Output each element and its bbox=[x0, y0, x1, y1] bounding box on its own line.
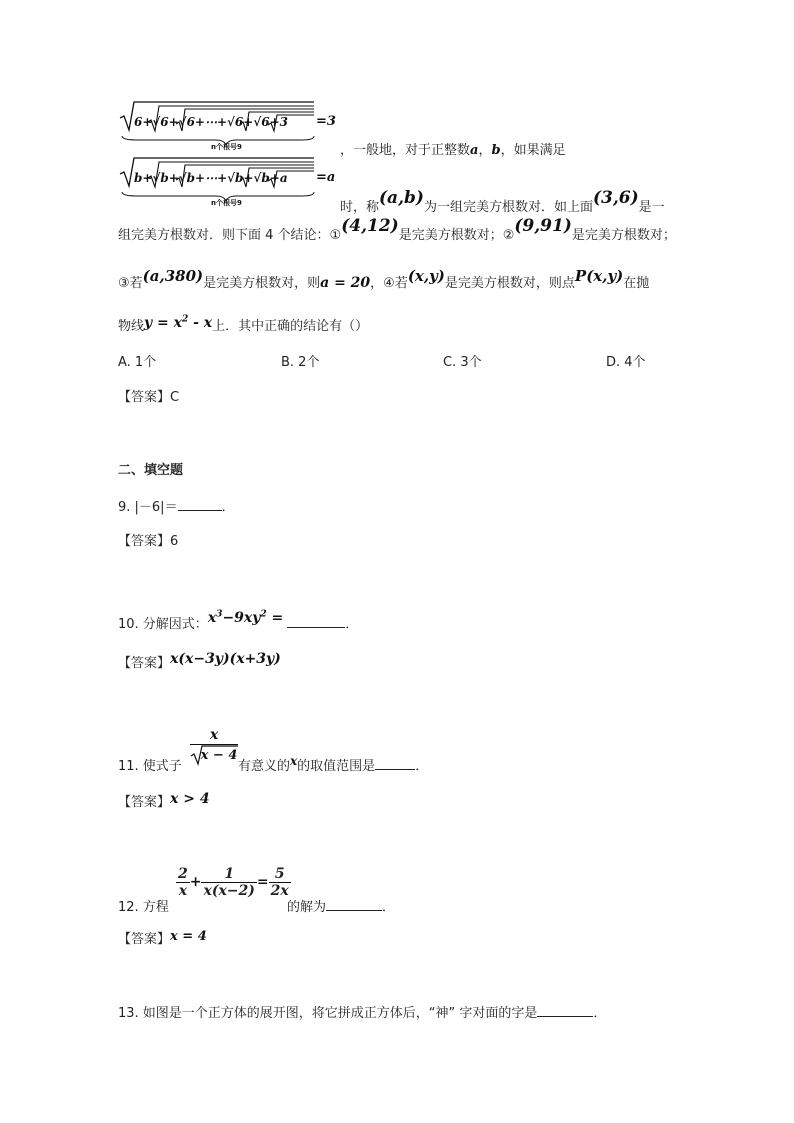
pair-ab: (a,b) bbox=[379, 188, 424, 208]
answer-label: 【答案】 bbox=[118, 795, 171, 810]
parabola-exponent: 2 bbox=[181, 314, 189, 325]
section-heading: 二、填空题 bbox=[118, 463, 184, 478]
answer-label: 【答案】 bbox=[118, 656, 171, 671]
q12-fraction-3 bbox=[269, 866, 291, 899]
q8-comma: ， bbox=[478, 143, 492, 158]
q12-blank[interactable] bbox=[326, 898, 382, 911]
q9-blank[interactable] bbox=[178, 498, 222, 511]
q11-period: ． bbox=[415, 759, 429, 774]
q8-line5 bbox=[118, 315, 368, 334]
q10-answer bbox=[118, 652, 281, 671]
var-a: a bbox=[470, 143, 479, 158]
q8-line2-a: 时，称 bbox=[340, 200, 380, 215]
q8-answer bbox=[118, 386, 179, 405]
nested-radical-1-expr: 6+√6+√6+⋯+√6+√6+3 bbox=[134, 115, 288, 129]
pair-3-6: (3,6) bbox=[592, 188, 639, 208]
q8-line3 bbox=[118, 216, 676, 244]
a-equals-20: a = 20 bbox=[320, 275, 371, 291]
q12-f3-num: 5 bbox=[269, 866, 291, 883]
option-b[interactable]: B. 2个 bbox=[281, 355, 320, 370]
q8-line1-end: ，如果满足 bbox=[500, 143, 566, 158]
q9-text: 9. |－6|＝ bbox=[118, 500, 178, 515]
pair-9-91: (9,91) bbox=[514, 216, 572, 236]
q11-numerator: x bbox=[209, 727, 219, 743]
answer-value: 6 bbox=[170, 534, 179, 549]
q10-equals: = bbox=[266, 610, 284, 626]
q10-blank[interactable] bbox=[287, 615, 345, 628]
q12-text: 12. 方程 bbox=[118, 900, 169, 915]
q8-line4-b: 是完美方根数对，则 bbox=[203, 276, 321, 291]
q11-answer bbox=[118, 791, 210, 810]
q12-plus: + bbox=[189, 874, 202, 890]
nested-radical-2 bbox=[118, 154, 340, 206]
var-b: b bbox=[491, 143, 501, 158]
q8-line4-a: ③若 bbox=[118, 276, 143, 291]
q11-denominator: x − 4 bbox=[200, 748, 238, 763]
pair-4-12: (4,12) bbox=[341, 216, 399, 236]
q10-period: ． bbox=[345, 617, 359, 632]
q11-radical-sign bbox=[190, 744, 238, 766]
q12-f2-num: 1 bbox=[201, 866, 256, 883]
q13-text: 13. 如图是一个正方体的展开图，将它拼成正方体后，“神” 字对面的字是 bbox=[118, 1006, 538, 1021]
q9-answer bbox=[118, 530, 178, 549]
q8-line4-e: 在抛 bbox=[623, 276, 650, 291]
q12-question bbox=[118, 896, 169, 915]
parabola-lhs: y = x bbox=[144, 315, 182, 331]
q13-period: ． bbox=[593, 1006, 607, 1021]
q11-fraction bbox=[190, 727, 238, 763]
q12-equals: = bbox=[256, 874, 269, 890]
q10-text: 10. 分解因式： bbox=[118, 617, 208, 632]
option-a[interactable]: A. 1个 bbox=[118, 355, 157, 370]
answer-label: 【答案】 bbox=[118, 534, 171, 549]
q8-line4-d: 是完美方根数对，则点 bbox=[444, 276, 575, 291]
answer-label: 【答案】 bbox=[118, 390, 171, 405]
q13-blank[interactable] bbox=[537, 1004, 593, 1017]
option-d[interactable]: D. 4个 bbox=[606, 355, 646, 370]
q9-question bbox=[118, 496, 235, 515]
q8-line2-b: 为一组完美方根数对．如上面 bbox=[423, 200, 593, 215]
q12-question-rest bbox=[287, 896, 395, 915]
q10-exp-3: 3 bbox=[216, 609, 223, 620]
q10-question bbox=[118, 609, 359, 632]
q8-line3-b: 是完美方根数对；② bbox=[398, 228, 515, 243]
answer-value: x = 4 bbox=[170, 929, 207, 944]
answer-value: C bbox=[170, 390, 180, 405]
q12-f3-den: 2x bbox=[270, 883, 289, 899]
q11-var: x bbox=[290, 754, 298, 768]
q11-blank[interactable] bbox=[375, 757, 415, 770]
point-p: P(x,y) bbox=[574, 267, 624, 285]
q10-exp-2: 2 bbox=[260, 609, 267, 620]
option-c[interactable]: C. 3个 bbox=[443, 355, 482, 370]
nested-radical-2-eq: =a bbox=[316, 170, 336, 185]
q8-line3-c: 是完美方根数对； bbox=[571, 228, 676, 243]
q12-period: ． bbox=[382, 900, 396, 915]
q8-line1 bbox=[340, 139, 566, 158]
q12-f1-den: x bbox=[178, 883, 188, 899]
q11-text-b: 有意义的 bbox=[238, 759, 291, 774]
pair-x-y: (x,y) bbox=[407, 267, 445, 285]
q8-line2-c: 是一 bbox=[638, 200, 665, 215]
q11-question-rest bbox=[238, 755, 428, 774]
nested-radical-2-brace-label: n个根号9 bbox=[211, 199, 242, 207]
q8-line5-b: 上．其中正确的结论有（） bbox=[212, 319, 369, 334]
parabola-rest: - x bbox=[188, 315, 213, 331]
q12-fraction-1 bbox=[176, 866, 190, 899]
q8-line4-c: ，④若 bbox=[370, 276, 408, 291]
q10-expr-9xy: −9xy bbox=[222, 610, 261, 626]
q8-line3-a: 组完美方根数对．则下面 4 个结论：① bbox=[118, 228, 342, 243]
nested-radical-2-expr: b+√b+√b+⋯+√b+√b+a bbox=[134, 171, 288, 185]
q8-line5-a: 物线 bbox=[118, 319, 145, 334]
q13-question bbox=[118, 1002, 606, 1021]
q12-f2-den: x(x−2) bbox=[203, 883, 255, 899]
q12-text-b: 的解为 bbox=[287, 900, 327, 915]
answer-label: 【答案】 bbox=[118, 932, 171, 947]
q9-period: ． bbox=[221, 500, 235, 515]
nested-radical-1-eq: =3 bbox=[316, 114, 336, 129]
q12-answer bbox=[118, 928, 207, 947]
q12-equation bbox=[176, 866, 291, 899]
q11-question bbox=[118, 755, 182, 774]
q12-f1-num: 2 bbox=[178, 866, 188, 882]
q11-text-c: 的取值范围是 bbox=[297, 759, 376, 774]
q8-line1-text: ，一般地，对于正整数 bbox=[340, 143, 471, 158]
q12-fraction-2 bbox=[201, 866, 256, 899]
nested-radical-1-brace-label: n个根号9 bbox=[211, 143, 242, 151]
answer-value: x(x−3y)(x+3y) bbox=[170, 651, 281, 667]
q8-line2 bbox=[340, 188, 665, 216]
q8-line4 bbox=[118, 267, 650, 291]
q11-text: 11. 使式子 bbox=[118, 759, 182, 774]
pair-a-380: (a,380) bbox=[142, 267, 204, 285]
q10-expr-x: x bbox=[207, 610, 217, 626]
answer-value: x > 4 bbox=[170, 791, 210, 807]
nested-radical-1 bbox=[118, 98, 340, 150]
